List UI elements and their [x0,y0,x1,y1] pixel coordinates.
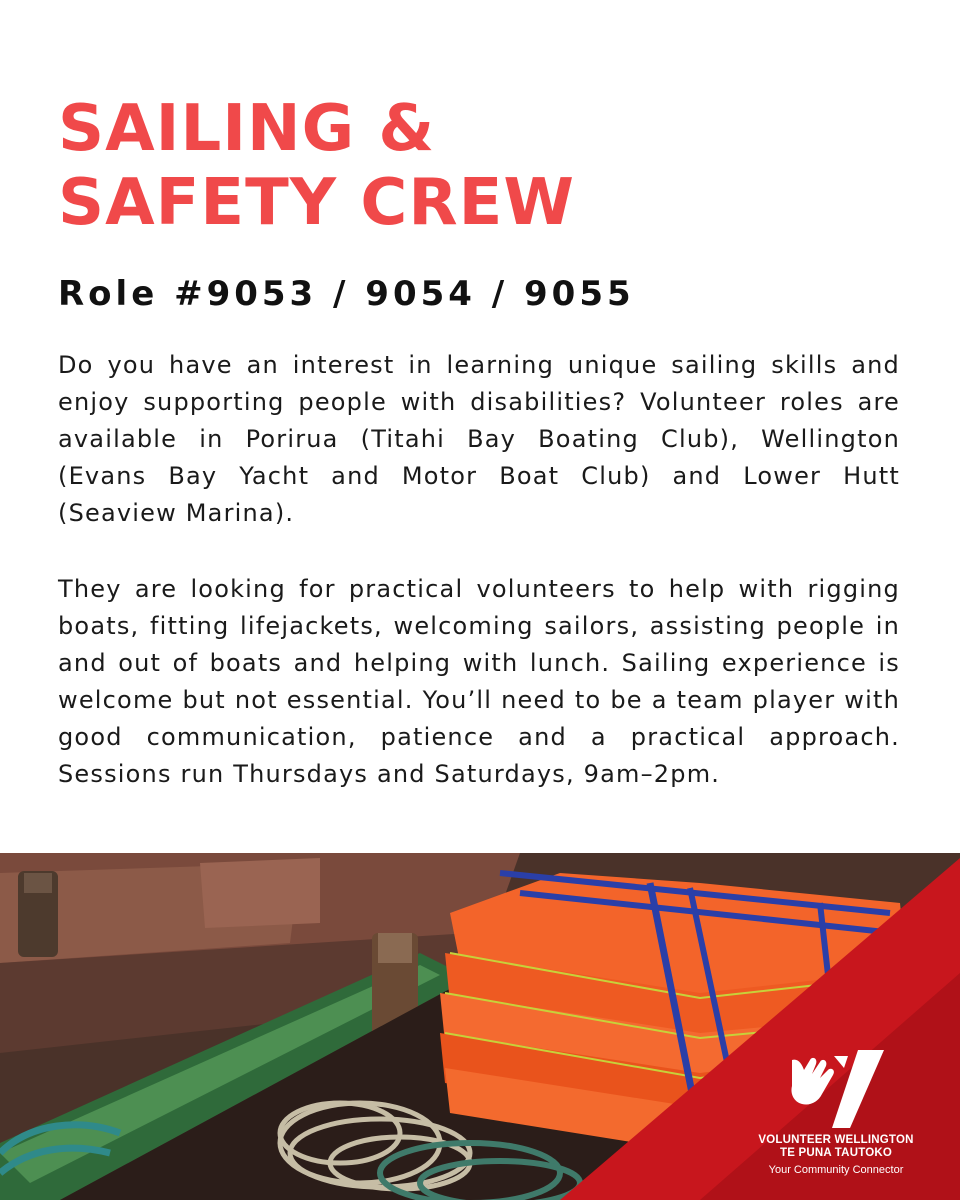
details-paragraph: They are looking for practical volunteers to help with rigging boats, fitting lifejackets, welcoming sailors, assisting people in and out of boats and helping with lunch. Sailing experience is welcome but not essential. You’ll need to be a team player with good communication, patience and a practical approach. Sessions run Thursdays and Saturdays, 9am–2pm. [58,575,900,788]
title-line-1: SAILING & [58,92,436,166]
logo-name: VOLUNTEER WELLINGTON [758,1134,914,1146]
title-line-2: SAFETY CREW [58,166,575,240]
logo-maori-name: TE PUNA TAUTOKO [779,1147,893,1159]
role-numbers: Role #9053 / 9054 / 9055 [58,274,635,314]
intro-paragraph: Do you have an interest in learning unique sailing skills and enjoy supporting people with disabilities? Volunteer roles are available in Porirua (Titahi Bay Boating Club), Wellington (Evans Bay Yacht and Motor Boat Club) and Lower Hutt (Seaview Marina). [58,351,900,527]
volunteer-wellington-logo-icon [788,1050,884,1128]
volunteer-wellington-logo [756,1050,916,1178]
page-title [58,92,575,240]
logo-tagline: Your Community Connector [768,1164,904,1176]
boat-lifejackets-photo [0,853,960,1200]
